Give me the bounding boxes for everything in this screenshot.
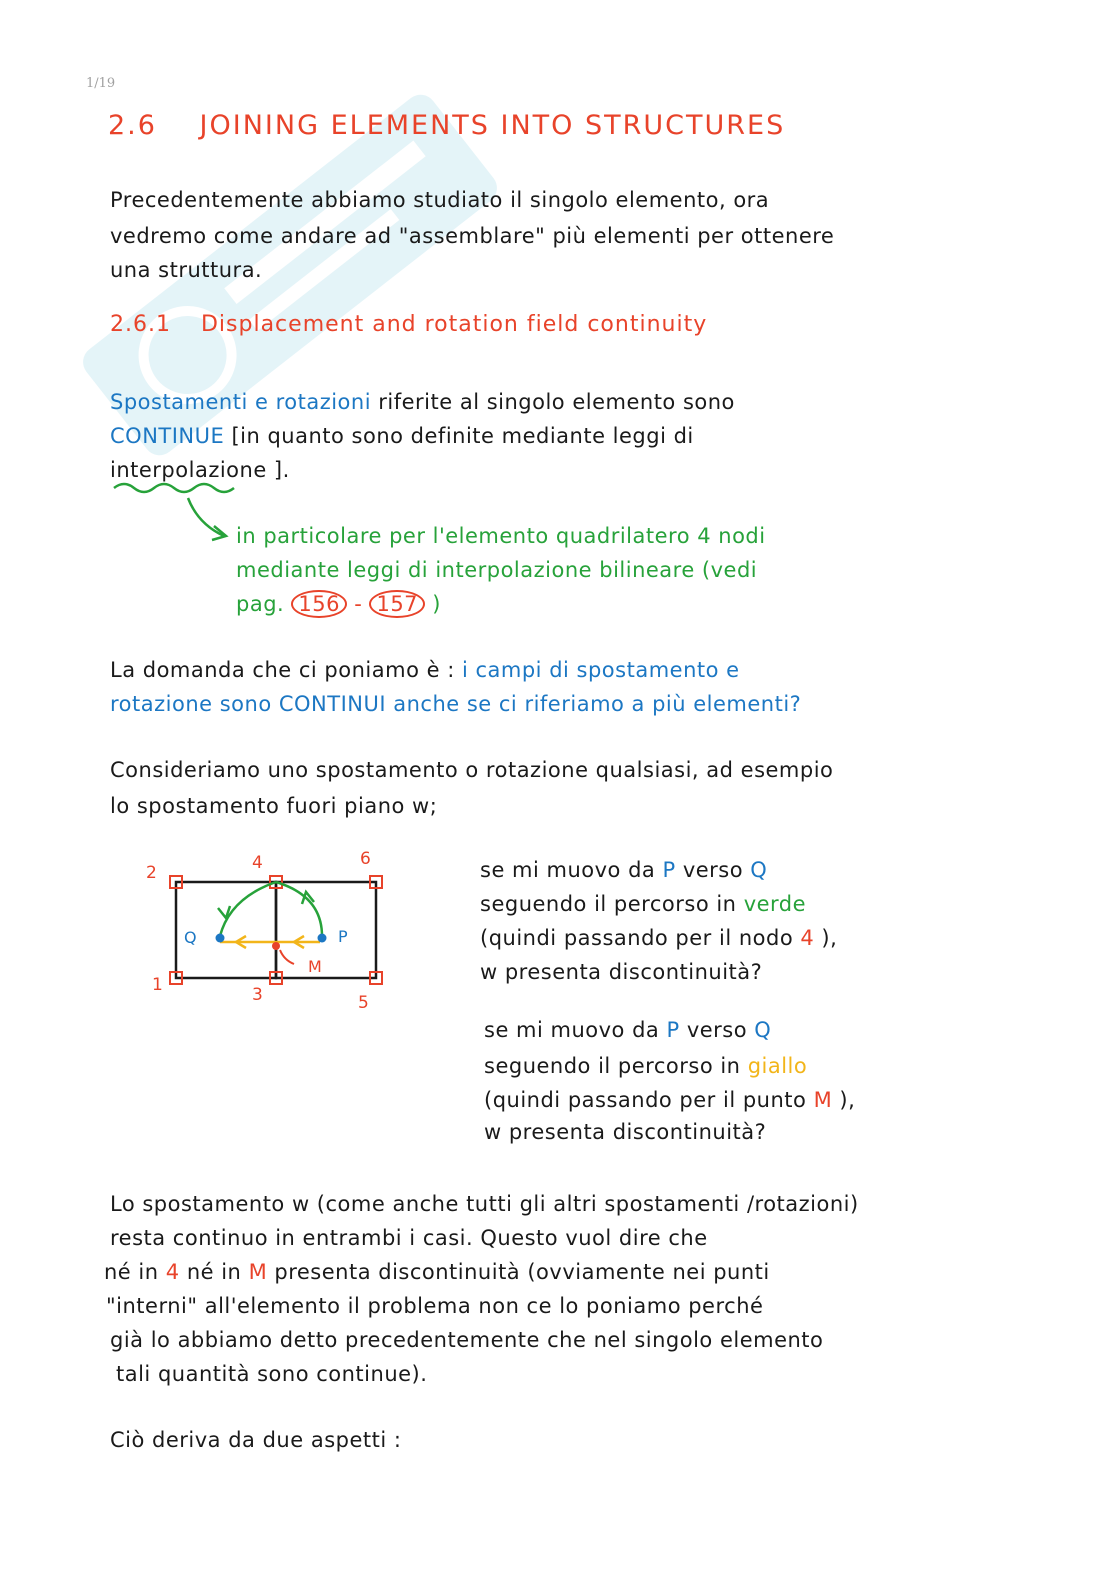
q1-text-b: verso bbox=[682, 858, 744, 882]
note-line-2: mediante leggi di interpolazione bilineare (vedi bbox=[236, 558, 758, 582]
para1-line-3: interpolazione ]. bbox=[110, 458, 290, 482]
node-label-1: 1 bbox=[152, 975, 163, 995]
section-title bbox=[108, 110, 785, 141]
para4-line-4: "interni" all'elemento il problema non ce lo poniamo perché bbox=[106, 1294, 764, 1318]
q2-via-text: (quindi passando per il punto bbox=[484, 1088, 807, 1112]
subsection-title-text: Displacement and rotation field continuity bbox=[200, 312, 708, 337]
subsection-number: 2.6.1 bbox=[110, 312, 171, 337]
para1-highlight: Spostamenti e rotazioni bbox=[110, 390, 372, 414]
intro-line-1: Precedentemente abbiamo studiato il singolo elemento, ora bbox=[110, 188, 770, 212]
note-page-prefix: pag. bbox=[236, 592, 285, 616]
para2-line-2: rotazione sono CONTINUI anche se ci riferiamo a più elementi? bbox=[110, 692, 802, 716]
intro-line-3: una struttura. bbox=[110, 258, 263, 282]
q2-path-color: giallo bbox=[747, 1054, 808, 1078]
point-m-label: M bbox=[308, 957, 322, 976]
para4-line-1: Lo spostamento w (come anche tutti gli altri spostamenti /rotazioni) bbox=[110, 1192, 859, 1216]
para1-text: riferite al singolo elemento sono bbox=[378, 390, 735, 414]
para4-line-5: già lo abbiamo detto precedentemente che nel singolo elemento bbox=[110, 1328, 824, 1352]
intro-line-2: vedremo come andare ad "assemblare" più elementi per ottenere bbox=[110, 224, 835, 248]
q2-point-m: M bbox=[813, 1088, 833, 1112]
green-arrow-icon bbox=[108, 478, 248, 538]
question2-line-3 bbox=[484, 1088, 855, 1112]
page-ref-b: 157 bbox=[369, 590, 425, 618]
page-number: 1/19 bbox=[86, 76, 116, 91]
p4-rest: presenta discontinuità (ovviamente nei punti bbox=[274, 1260, 770, 1284]
q2-point-p: P bbox=[666, 1018, 680, 1042]
q1-path-color: verde bbox=[743, 892, 807, 916]
para2-line-1 bbox=[110, 658, 740, 682]
section-number: 2.6 bbox=[108, 110, 157, 141]
note-close-paren: ) bbox=[432, 592, 441, 616]
note-line-1: in particolare per l'elemento quadrilatero 4 nodi bbox=[236, 524, 766, 548]
q1-text-a: se mi muovo da bbox=[480, 858, 656, 882]
q1-point-q: Q bbox=[750, 858, 768, 882]
question1-line-3 bbox=[480, 926, 837, 950]
p4-node-4: 4 bbox=[165, 1260, 180, 1284]
para4-line-6: tali quantità sono continue). bbox=[116, 1362, 428, 1386]
question1-line-4: w presenta discontinuità? bbox=[480, 960, 763, 984]
point-p-label: P bbox=[338, 927, 348, 946]
page-ref-separator: - bbox=[354, 592, 363, 616]
q2-text-a: se mi muovo da bbox=[484, 1018, 660, 1042]
section-title-text: JOINING ELEMENTS INTO STRUCTURES bbox=[199, 110, 786, 141]
q1-point-p: P bbox=[662, 858, 676, 882]
p4-ne-in-2: né in bbox=[186, 1260, 242, 1284]
question2-line-4: w presenta discontinuità? bbox=[484, 1120, 767, 1144]
para1-line-1 bbox=[110, 390, 735, 414]
node-label-2: 2 bbox=[146, 863, 157, 883]
subsection-title bbox=[110, 312, 707, 337]
para3-line-1: Consideriamo uno spostamento o rotazione qualsiasi, ad esempio bbox=[110, 758, 834, 782]
q1-close: ), bbox=[821, 926, 838, 950]
q2-text-b: verso bbox=[686, 1018, 748, 1042]
para1-line-2 bbox=[110, 424, 694, 448]
green-path-right bbox=[276, 882, 322, 936]
page-ref-a: 156 bbox=[291, 590, 347, 618]
q1-path-text: seguendo il percorso in bbox=[480, 892, 737, 916]
question1-line-1 bbox=[480, 858, 767, 882]
q2-path-text: seguendo il percorso in bbox=[484, 1054, 741, 1078]
q2-point-q: Q bbox=[754, 1018, 772, 1042]
p4-ne-in-1: né in bbox=[104, 1260, 159, 1284]
q2-close: ), bbox=[839, 1088, 856, 1112]
para4-line-3 bbox=[104, 1260, 770, 1284]
q1-node: 4 bbox=[800, 926, 815, 950]
point-q-label: Q bbox=[184, 928, 197, 947]
para4-line-2: resta continuo in entrambi i casi. Questo vuol dire che bbox=[110, 1226, 708, 1250]
point-p-marker bbox=[318, 934, 327, 943]
node-label-3: 3 bbox=[252, 985, 263, 1005]
node-label-5: 5 bbox=[358, 993, 369, 1013]
point-m-marker bbox=[272, 942, 280, 950]
para5-line-1: Ciò deriva da due aspetti : bbox=[110, 1428, 402, 1452]
node-label-4: 4 bbox=[252, 853, 263, 873]
question2-line-1 bbox=[484, 1018, 771, 1042]
p4-point-m: M bbox=[248, 1260, 268, 1284]
note-line-3 bbox=[236, 590, 441, 618]
para2-question-intro: La domanda che ci poniamo è : bbox=[110, 658, 455, 682]
question2-line-2 bbox=[484, 1054, 807, 1078]
point-q-marker bbox=[216, 934, 225, 943]
q1-via-text: (quindi passando per il nodo bbox=[480, 926, 794, 950]
para1-continue: CONTINUE bbox=[110, 424, 225, 448]
para1-text-2: [in quanto sono definite mediante leggi di bbox=[231, 424, 694, 448]
node-label-6: 6 bbox=[360, 849, 371, 869]
para3-line-2: lo spostamento fuori piano w; bbox=[110, 794, 438, 818]
question1-line-2 bbox=[480, 892, 806, 916]
para2-question-a: i campi di spostamento e bbox=[461, 658, 740, 682]
element-diagram bbox=[130, 846, 410, 1016]
